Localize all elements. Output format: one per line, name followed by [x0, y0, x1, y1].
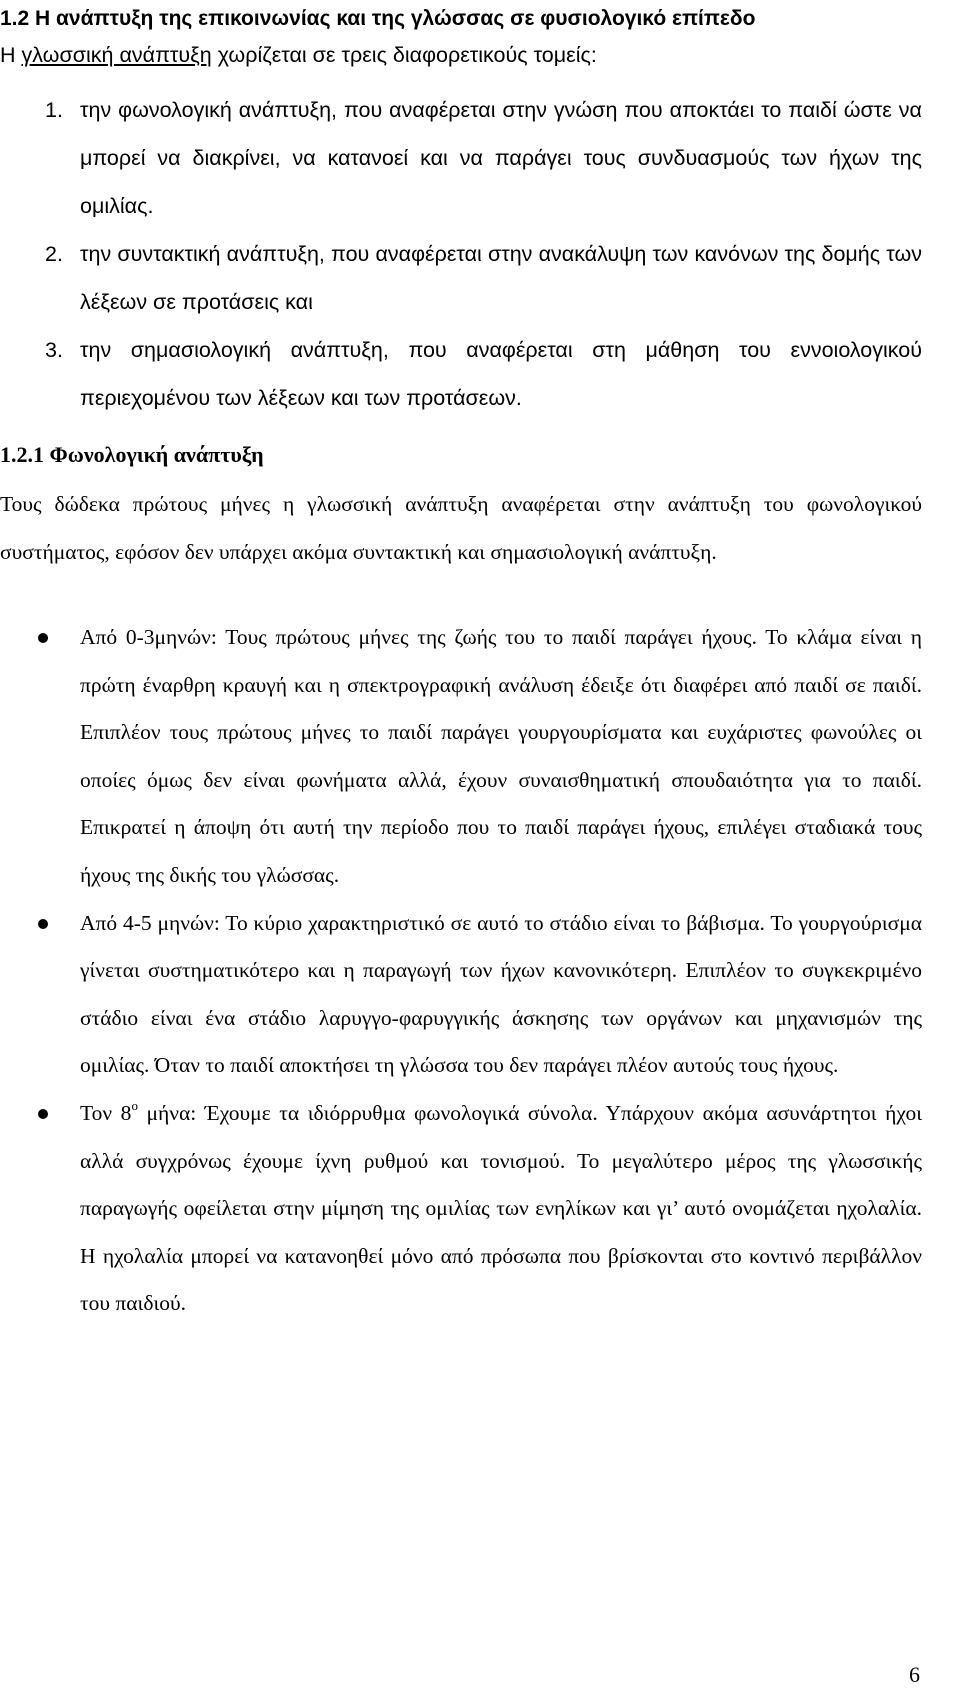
list-item: [0, 230, 922, 326]
bullet-item: [0, 614, 922, 900]
bullet-icon: [38, 633, 48, 643]
bullet-text: μήνα: Έχουμε τα ιδιόρρυθμα φωνολογικά σύνολα. Υπάρχουν ακόμα ασυνάρτητοι ήχοι αλλά συγχρόνως έχουμε ίχνη ρυθμού και τονισμού. Το μεγαλύτερο μέρος της γλωσσικής παραγωγής οφείλεται στην μίμηση της ομιλίας των ενηλίκων και γι’ αυτό ονομάζεται ηχολαλία. Η ηχολαλία μπορεί να κατανοηθεί μόνο από πρόσωπα που βρίσκονται στο κοντινό περιβάλλον του παιδιού.: [80, 1100, 922, 1316]
list-item-number: 2.: [45, 242, 63, 266]
bullet-list: [0, 614, 922, 1328]
superscript-ordinal: ο: [131, 1097, 138, 1113]
bullet-item: [0, 900, 922, 1090]
bullet-icon: [38, 919, 48, 929]
bullet-prefix: Τον 8: [80, 1100, 132, 1125]
section-heading: 1.2 Η ανάπτυξη της επικοινωνίας και της γλώσσας σε φυσιολογικό επίπεδο: [0, 7, 756, 30]
list-item-text: την φωνολογική ανάπτυξη, που αναφέρεται στην γνώση που αποκτάει το παιδί ώστε να μπορεί να διακρίνει, να κατανοεί και να παράγει τους συνδυασμούς των ήχων της ομιλίας.: [80, 98, 922, 218]
bullet-icon: [38, 1109, 48, 1119]
subsection-heading: 1.2.1 Φωνολογική ανάπτυξη: [0, 442, 264, 467]
numbered-list: [0, 86, 922, 422]
bullet-text: Από 4-5 μηνών: Το κύριο χαρακτηριστικό σε αυτό το στάδιο είναι το βάβισμα. Το γουργούρισμα γίνεται συστηματικότερο και η παραγωγή των ήχων κανονικότερη. Επιπλέον το συγκεκριμένο στάδιο είναι ένα στάδιο λαρυγγο-φαρυγγικής άσκησης των οργάνων και μηχανισμών της ομιλίας. Όταν το παιδί αποκτήσει τη γλώσσα του δεν παράγει πλέον αυτούς τους ήχους.: [80, 910, 922, 1078]
list-item: [0, 326, 922, 422]
page-number: 6: [909, 1662, 920, 1687]
list-item-number: 1.: [45, 98, 63, 122]
list-item-text: την σημασιολογική ανάπτυξη, που αναφέρεται στη μάθηση του εννοιολογικού περιεχομένου των λέξεων και των προτάσεων.: [80, 338, 922, 410]
bullet-item: [0, 1090, 922, 1328]
intro-prefix: Η: [0, 43, 22, 67]
intro-suffix: χωρίζεται σε τρεις διαφορετικούς τομείς:: [211, 43, 597, 67]
intro-link-language-development[interactable]: γλωσσική ανάπτυξη: [21, 43, 212, 67]
list-item-number: 3.: [45, 338, 63, 362]
subsection-paragraph: Τους δώδεκα πρώτους μήνες η γλωσσική ανάπτυξη αναφέρεται στην ανάπτυξη του φωνολογικού συστήματος, εφόσον δεν υπάρχει ακόμα συντακτική και σημασιολογική ανάπτυξη.: [0, 492, 922, 564]
list-item-text: την συντακτική ανάπτυξη, που αναφέρεται στην ανακάλυψη των κανόνων της δομής των λέξεων σε προτάσεις και: [80, 242, 922, 314]
intro-line: [0, 40, 597, 70]
list-item: [0, 86, 922, 230]
bullet-text: Από 0-3μηνών: Τους πρώτους μήνες της ζωής του το παιδί παράγει ήχους. Το κλάμα είναι η πρώτη έναρθρη κραυγή και η σπεκτρογραφική ανάλυση έδειξε ότι διαφέρει από παιδί σε παιδί. Επιπλέον τους πρώτους μήνες το παιδί παράγει γουργουρίσματα και ευχάριστες φωνούλες οι οποίες όμως δεν είναι φωνήματα αλλά, έχουν συναισθηματική σπουδαιότητα για το παιδί. Επικρατεί η άποψη ότι αυτή την περίοδο που το παιδί παράγει ήχους, επιλέγει σταδιακά τους ήχους της δικής του γλώσσας.: [80, 625, 922, 887]
